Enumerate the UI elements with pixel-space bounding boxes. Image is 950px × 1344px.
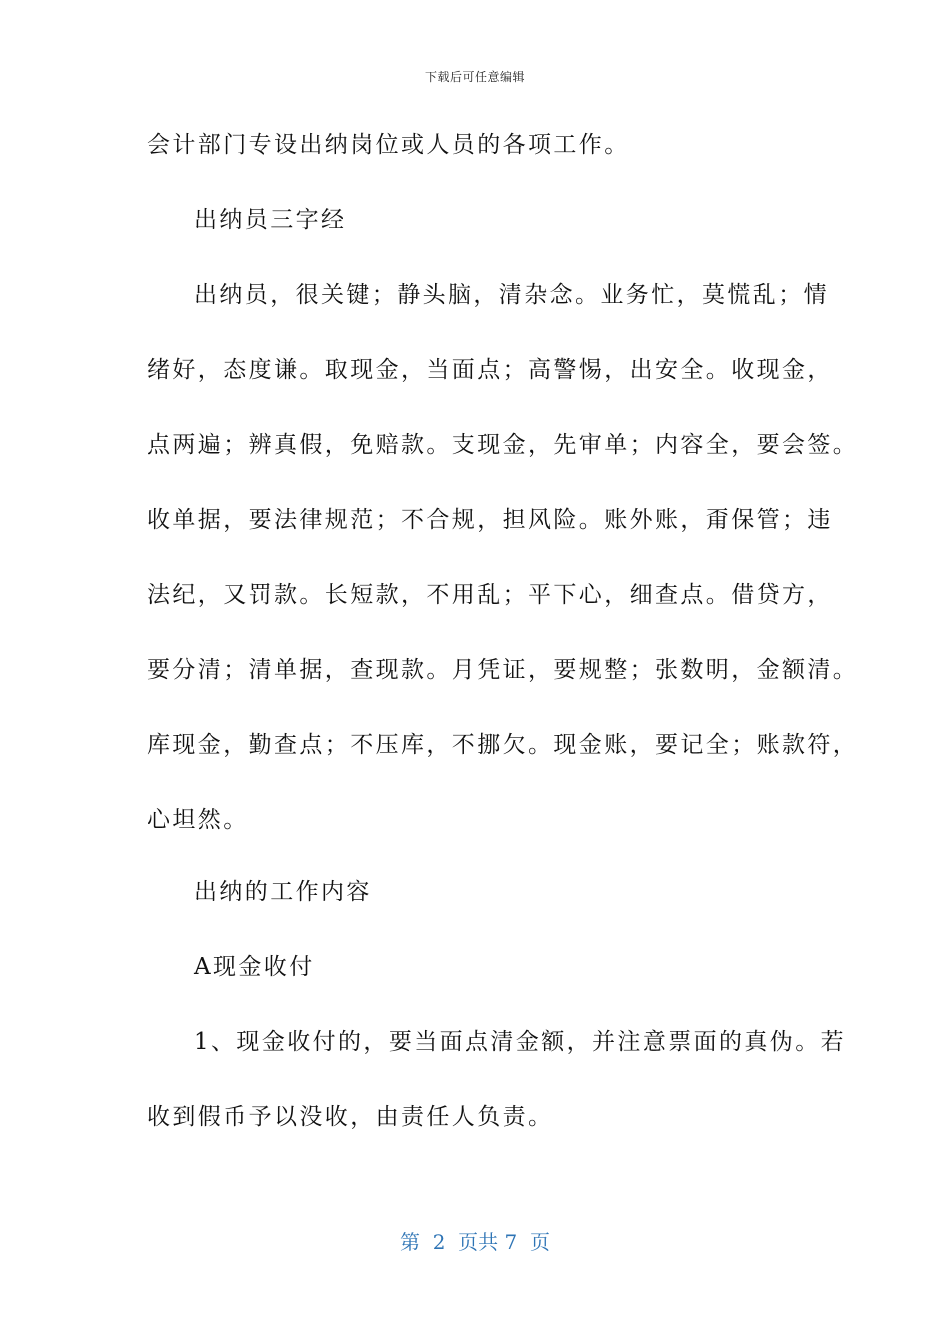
paragraph-line-7: 法纪，又罚款。长短款，不用乱；平下心，细查点。借贷方， xyxy=(147,582,833,608)
paragraph-line-10: 心坦然。 xyxy=(147,807,249,833)
paragraph-line-1: 会计部门专设出纳岗位或人员的各项工作。 xyxy=(147,132,630,158)
paragraph-line-6: 收单据，要法律规范；不合规，担风险。账外账，甭保管；违 xyxy=(147,507,833,533)
paragraph-line-9: 库现金，勤查点；不压库，不挪欠。现金账，要记全；账款符， xyxy=(147,732,859,758)
page-number-footer: 第 2 页共 7 页 xyxy=(400,1230,550,1254)
paragraph-line-5: 点两遍；辨真假，免赔款。支现金，先审单；内容全，要会签。 xyxy=(147,432,859,458)
paragraph-line-14: 收到假币予以没收，由责任人负责。 xyxy=(147,1104,554,1130)
paragraph-line-4: 绪好，态度谦。取现金，当面点；高警惕，出安全。收现金， xyxy=(147,357,833,383)
page-header-note: 下载后可任意编辑 xyxy=(424,70,525,84)
paragraph-line-3: 出纳员，很关键；静头脑，清杂念。业务忙，莫慌乱；情 xyxy=(194,282,829,308)
section-heading-sanzijing: 出纳员三字经 xyxy=(194,207,347,233)
paragraph-line-13: 1、现金收付的，要当面点清金额，并注意票面的真伪。若 xyxy=(194,1029,847,1055)
paragraph-line-8: 要分清；清单据，查现款。月凭证，要规整；张数明，金额清。 xyxy=(147,657,859,683)
section-heading-work-content: 出纳的工作内容 xyxy=(194,879,372,905)
subsection-heading-cash: A现金收付 xyxy=(194,954,315,980)
